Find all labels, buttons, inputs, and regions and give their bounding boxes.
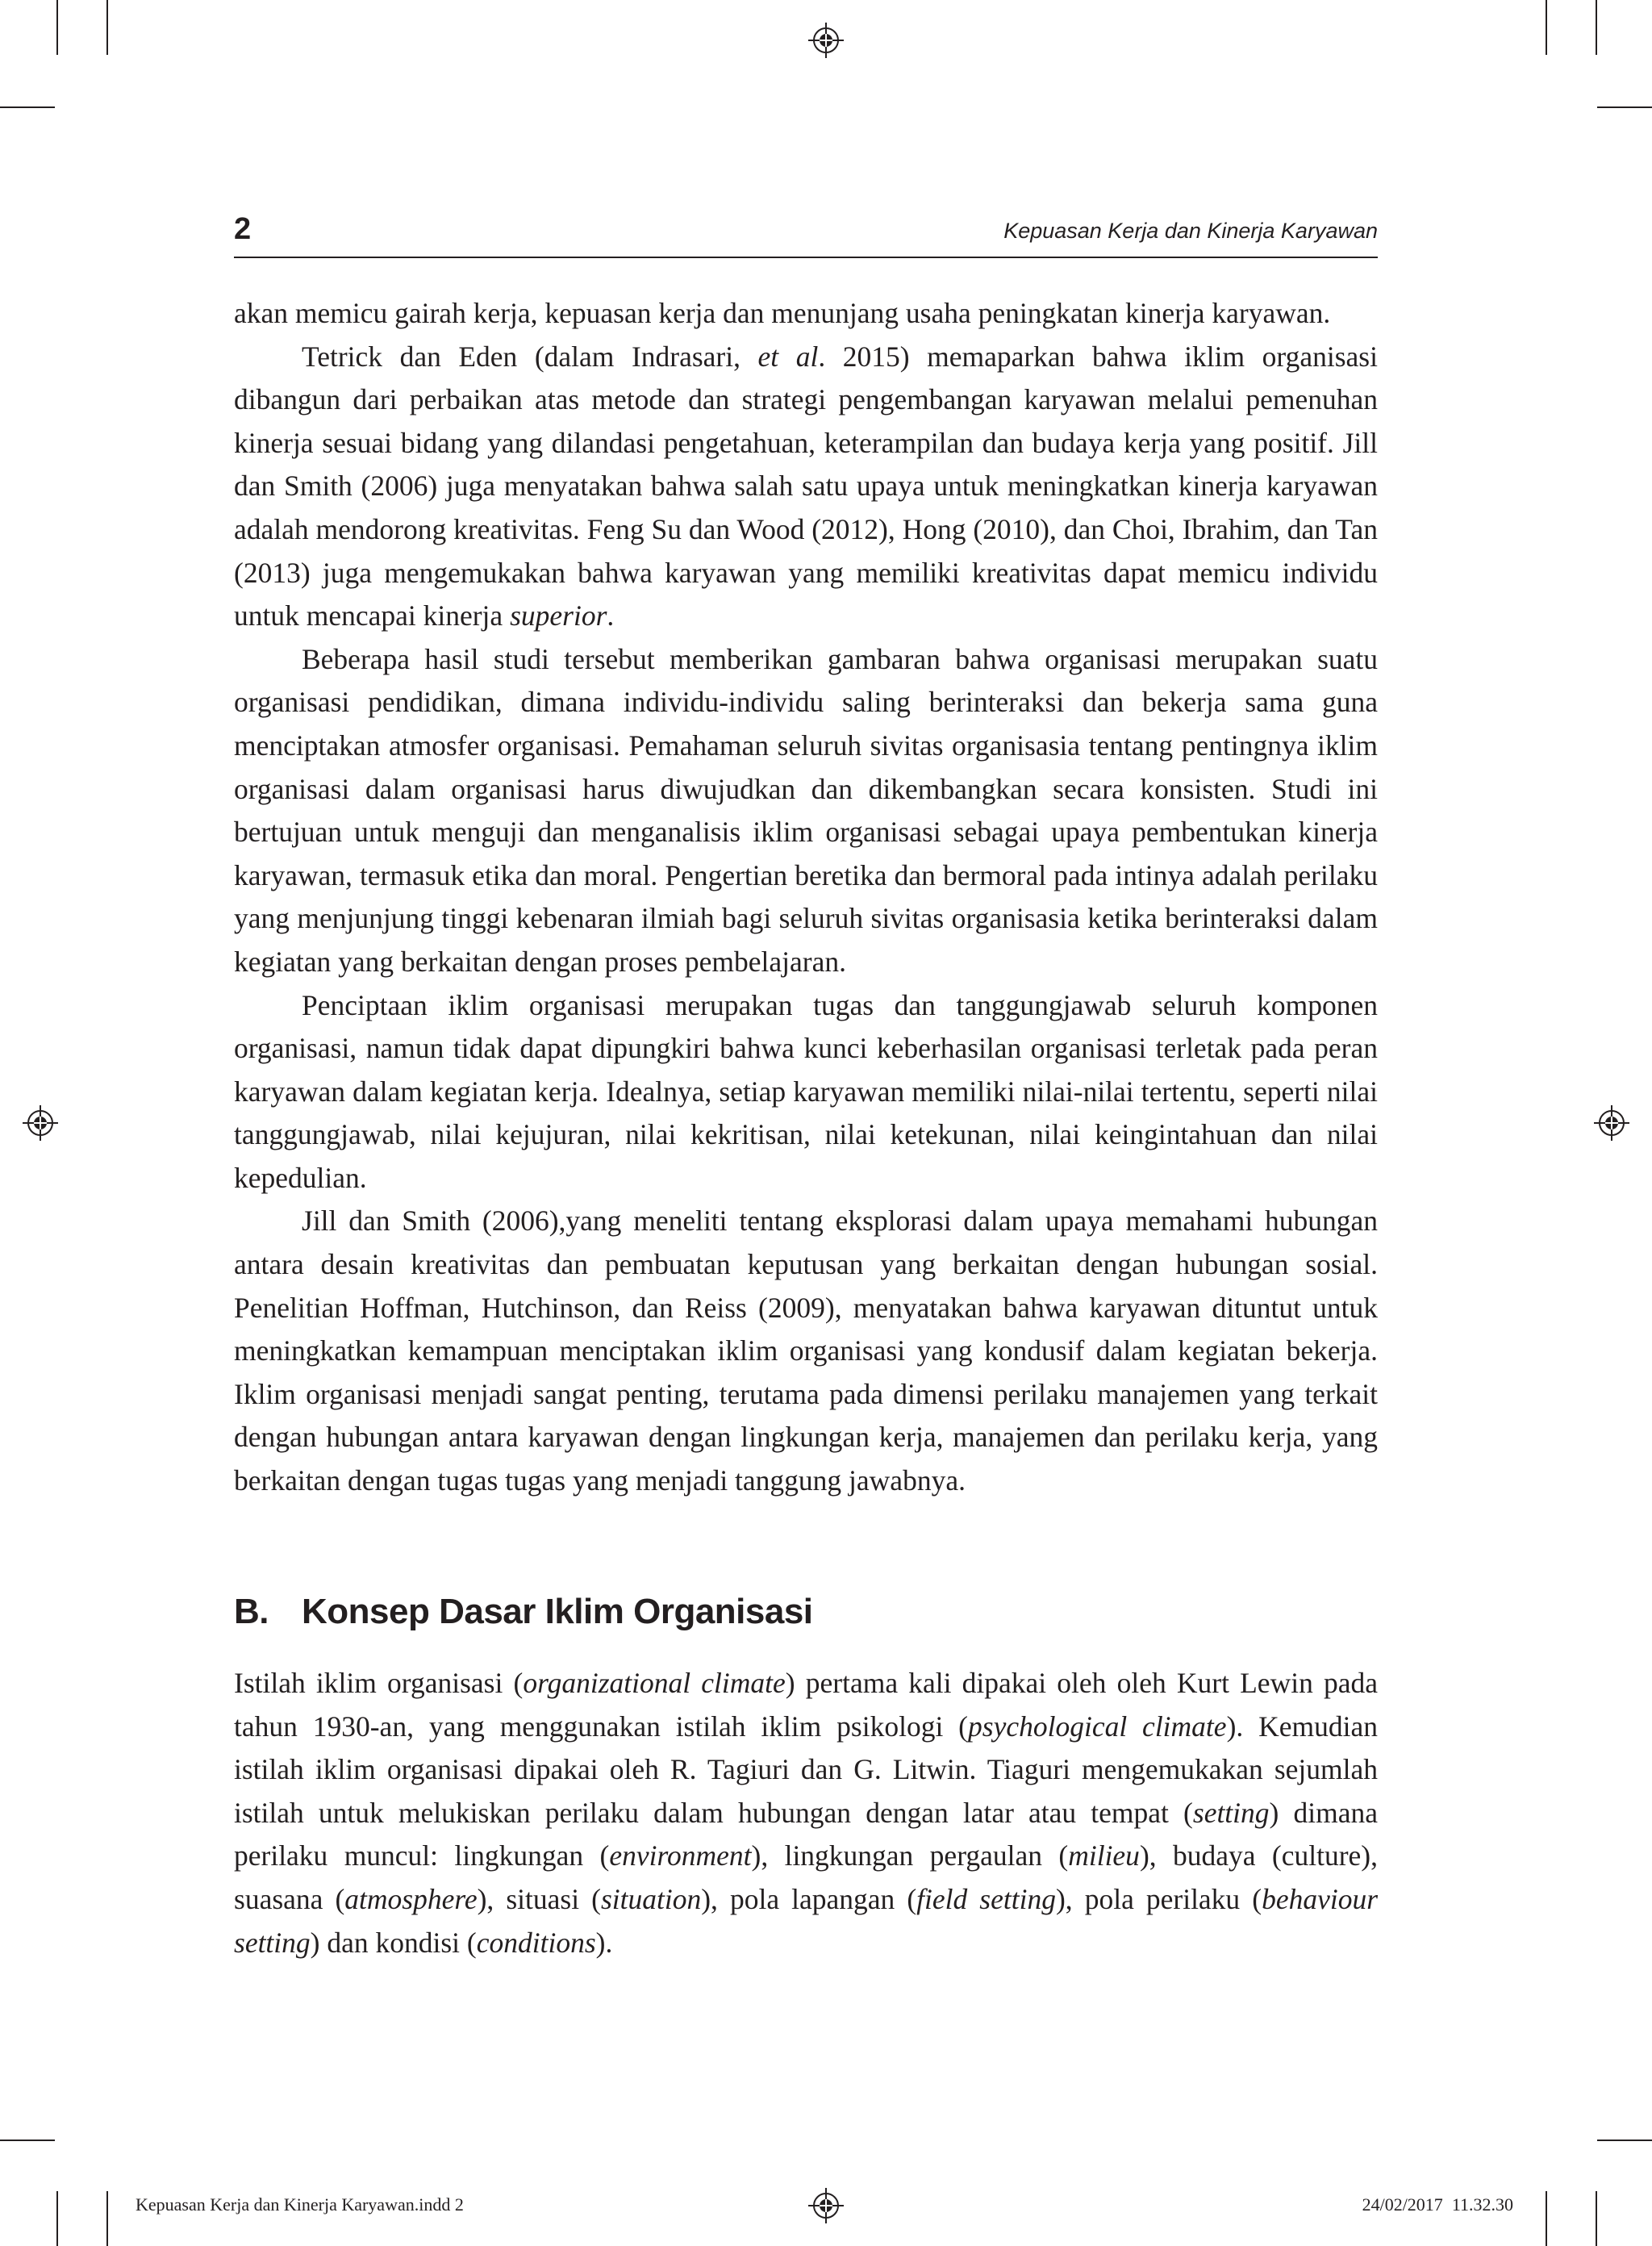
italic-term: psychological climate: [968, 1710, 1227, 1743]
slug-time: 11.32.30: [1451, 2194, 1513, 2215]
italic-term: field setting: [916, 1882, 1056, 1915]
italic-term: superior: [510, 599, 607, 632]
italic-term: conditions: [476, 1926, 596, 1959]
registration-mark-icon: [23, 1105, 58, 1141]
page-number: 2: [234, 212, 252, 246]
slug-filename: Kepuasan Kerja dan Kinerja Karyawan.indd 2: [136, 2194, 464, 2215]
italic-term: environment: [609, 1839, 752, 1872]
paragraph: akan memicu gairah kerja, kepuasan kerja dan menunjang usaha peningkatan kinerja karyawan.: [234, 297, 1331, 329]
crop-mark: [1597, 106, 1652, 108]
crop-mark: [0, 2140, 55, 2141]
slug-timestamp: [1362, 2194, 1513, 2216]
section-letter: B.: [234, 1592, 269, 1631]
running-head: Kepuasan Kerja dan Kinerja Karyawan: [1003, 219, 1378, 243]
section-body-text: [234, 1662, 1378, 1964]
crop-mark: [1596, 2191, 1597, 2246]
italic-term: et al: [757, 340, 819, 373]
italic-term: setting: [1192, 1796, 1270, 1829]
slug-date: 24/02/2017: [1362, 2194, 1443, 2215]
crop-mark: [106, 2191, 108, 2246]
page-header: [234, 211, 1378, 258]
body-text: [234, 292, 1378, 1503]
registration-mark-icon: [808, 23, 844, 58]
registration-mark-icon: [1594, 1105, 1629, 1141]
paragraph: Beberapa hasil studi tersebut memberikan gambaran bahwa organisasi merupakan suatu organisasi pendidikan, dimana individu-individu saling berinteraksi dan bekerja sama guna menciptakan atmosfer organisasi. Pemahaman seluruh sivitas organisasia tentang pentingnya iklim organisasi dalam organisasi harus diwujudkan dan dikembangkan secara konsisten. Studi ini bertujuan untuk menguji dan menganalisis iklim organisasi sebagai upaya pembentukan kinerja karyawan, termasuk etika dan moral. Pengertian beretika dan bermoral pada intinya adalah perilaku yang menjunjung tinggi kebenaran ilmiah bagi seluruh sivitas organisasia ketika berinteraksi dalam kegiatan yang berkaitan dengan proses pembelajaran.: [234, 642, 1378, 978]
crop-mark: [1546, 0, 1547, 55]
paragraph: Jill dan Smith (2006),yang meneliti tentang eksplorasi dalam upaya memahami hubungan antara desain kreativitas dan pembuatan keputusan yang berkaitan dengan hubungan sosial. Penelitian Hoffman, Hutchinson, dan Reiss (2009), menyatakan bahwa karyawan dituntut untuk meningkatkan kemampuan menciptakan iklim organisasi yang kondusif dalam kegiatan bekerja. Iklim organisasi menjadi sangat penting, terutama pada dimensi perilaku manajemen yang terkait dengan hubungan antara karyawan dengan lingkungan kerja, manajemen dan perilaku kerja, yang berkaitan dengan tugas tugas yang menjadi tanggung jawabnya.: [234, 1204, 1378, 1497]
crop-mark: [106, 0, 108, 55]
italic-term: atmosphere: [344, 1882, 478, 1915]
crop-mark: [1597, 2140, 1652, 2141]
crop-mark: [1596, 0, 1597, 55]
italic-term: organizational climate: [523, 1667, 786, 1699]
registration-mark-icon: [808, 2188, 844, 2223]
crop-mark: [1546, 2191, 1547, 2246]
italic-term: situation: [600, 1882, 702, 1915]
italic-term: behaviour setting: [234, 1882, 1379, 1959]
crop-mark: [56, 2191, 58, 2246]
paragraph: Penciptaan iklim organisasi merupakan tugas dan tanggungjawab seluruh komponen organisasi, namun tidak dapat dipungkiri bahwa kunci keberhasilan organisasi terletak pada peran karyawan dalam kegiatan kerja. Idealnya, setiap karyawan memiliki nilai-nilai tertentu, seperti nilai tanggungjawab, nilai kejujuran, nilai kekritisan, nilai ketekunan, nilai keingintahuan dan nilai kepedulian.: [234, 988, 1378, 1194]
italic-term: milieu: [1068, 1839, 1140, 1872]
section-heading: [234, 1588, 1378, 1636]
section-title: Konsep Dasar Iklim Organisasi: [302, 1592, 813, 1631]
paragraph: Istilah iklim organisasi (organizational climate) pertama kali dipakai oleh oleh Kurt Lewin pada tahun 1930-an, yang menggunakan istilah iklim psikologi (psychological climate). Kemudian istilah iklim organisasi dipakai oleh R. Tagiuri dan G. Litwin. Tiaguri mengemukakan sejumlah istilah untuk melukiskan perilaku dalam hubungan dengan latar atau tempat (setting) dimana perilaku muncul: lingkungan (environment), lingkungan pergaulan (milieu), budaya (culture), suasana (atmosphere), situasi (situation), pola lapangan (field setting), pola perilaku (behaviour setting) dan kondisi (conditions).: [234, 1667, 1379, 1959]
crop-mark: [56, 0, 58, 55]
paragraph: Tetrick dan Eden (dalam Indrasari, et al. 2015) memaparkan bahwa iklim organisasi dibangun dari perbaikan atas metode dan strategi pengembangan karyawan melalui pemenuhan kinerja sesuai bidang yang dilandasi pengetahuan, keterampilan dan budaya kerja yang positif. Jill dan Smith (2006) juga menyatakan bahwa salah satu upaya untuk meningkatkan kinerja karyawan adalah mendorong kreativitas. Feng Su dan Wood (2012), Hong (2010), dan Choi, Ibrahim, dan Tan (2013) juga mengemukakan bahwa karyawan yang memiliki kreativitas dapat memicu individu untuk mencapai kinerja superior.: [234, 340, 1379, 632]
crop-mark: [0, 106, 55, 108]
